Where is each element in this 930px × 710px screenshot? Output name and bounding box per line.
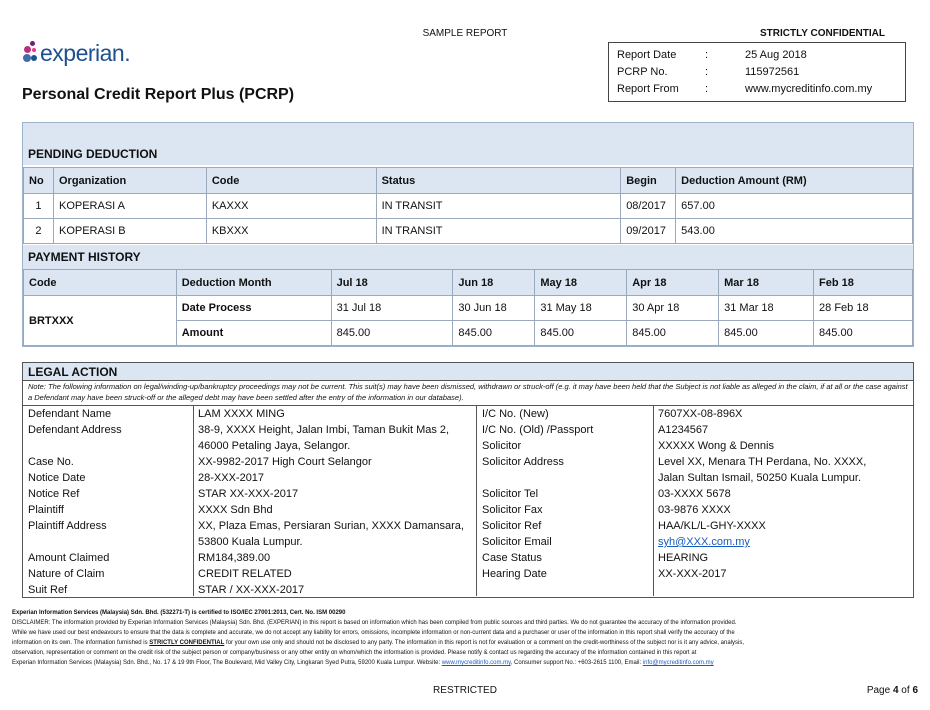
- table-row: [24, 296, 913, 321]
- field-label: Defendant Address: [28, 424, 122, 436]
- column-divider: [476, 406, 477, 596]
- column-header: May 18: [535, 270, 627, 296]
- page-number: Page 4 of 6: [866, 685, 918, 696]
- pending-deduction-table: [23, 167, 913, 244]
- column-header: Feb 18: [814, 270, 913, 296]
- field-value: XX, Plaza Emas, Persiaran Surian, XXXX Damansara,: [198, 520, 464, 532]
- field-label: Notice Ref: [28, 488, 80, 500]
- field-value: 7607XX-08-896X: [658, 408, 743, 420]
- table-cell: KOPERASI A: [53, 194, 206, 219]
- table-cell: 31 Mar 18: [719, 296, 814, 321]
- table-cell: 845.00: [535, 321, 627, 346]
- right-labels-column: [482, 406, 652, 598]
- table-cell: 09/2017: [621, 219, 676, 244]
- column-header: Begin: [621, 168, 676, 194]
- table-cell: IN TRANSIT: [376, 194, 621, 219]
- column-divider: [653, 406, 654, 596]
- legal-action-details: [23, 406, 913, 596]
- left-values-column: [198, 406, 478, 598]
- disclaimer-line: observation, representation or comment on the credit risk of the subject person or company/business or any other entity on whom/which the information is provided. Please notify & contact us regarding the accuracy of the information contained in this report at: [12, 650, 697, 656]
- field-label: I/C No. (New): [482, 408, 549, 420]
- field-label: Suit Ref: [28, 584, 68, 596]
- table-cell: KBXXX: [206, 219, 376, 244]
- meta-colon: :: [705, 83, 709, 95]
- disclaimer-line: DISCLAIMER: The information provided by Experian Information Services (Malaysia) Sdn. Bhd. (EXPERIAN) in this report is based on information which has been compiled from public sources and third parties. We do not guarantee the accuracy of the information provided.: [12, 620, 737, 626]
- report-meta-box: [608, 42, 906, 102]
- field-label: Solicitor Ref: [482, 520, 542, 532]
- payment-code-cell: BRTXXX: [24, 296, 177, 346]
- website-link[interactable]: www.mycreditinfo.com.my: [441, 660, 511, 666]
- email-link[interactable]: info@mycreditinfo.com.my: [642, 660, 714, 666]
- field-value: 28-XXX-2017: [198, 472, 265, 484]
- field-value: Jalan Sultan Ismail, 50250 Kuala Lumpur.: [658, 472, 862, 484]
- field-label: Solicitor Fax: [482, 504, 543, 516]
- field-label: Notice Date: [28, 472, 86, 484]
- legal-action-note: Note: The following information on legal/winding-up/bankruptcy proceedings may not be current. This suit(s) may have been dismissed, withdrawn or struck-off (e.g. it may have been held that the Subject is not liable as alleged in the claim, if at all or the case against a Defendant may have been struck-off or the alleged debt may have been settled after the entry of the information in our database).: [23, 381, 913, 406]
- field-label: Solicitor: [482, 440, 522, 452]
- table-cell: KOPERASI B: [53, 219, 206, 244]
- column-header: Deduction Amount (RM): [676, 168, 913, 194]
- field-label: I/C No. (Old) /Passport: [482, 424, 594, 436]
- meta-row: [609, 81, 905, 98]
- meta-value: www.mycreditinfo.com.my: [745, 83, 873, 95]
- pending-deduction-heading: PENDING DEDUCTION: [23, 143, 913, 165]
- meta-value: 25 Aug 2018: [745, 49, 807, 61]
- disclaimer-line: While we have used our best endeavours to ensure that the data is complete and accurate, we do not accept any liability for errors, omissions, incomplete information or non-current data and a purchaser or user of the information in this report shall verify the accuracy of the: [12, 630, 735, 636]
- field-value: LAM XXXX MING: [198, 408, 285, 420]
- field-value: HAA/KL/L-GHY-XXXX: [658, 520, 766, 532]
- field-label: Plaintiff: [28, 504, 64, 516]
- field-value: XX-XXX-2017: [658, 568, 727, 580]
- table-header-row: [24, 168, 913, 194]
- field-label: Solicitor Email: [482, 536, 552, 548]
- field-value: CREDIT RELATED: [198, 568, 292, 580]
- strictly-confidential-text: STRICTLY CONFIDENTIAL: [149, 640, 225, 646]
- field-value: 03-9876 XXXX: [658, 504, 731, 516]
- field-label: [28, 438, 193, 454]
- field-label: [482, 470, 652, 486]
- experian-logo-text: experian.: [40, 39, 131, 66]
- meta-colon: :: [705, 66, 709, 78]
- field-label: Defendant Name: [28, 408, 112, 420]
- table-row: [24, 194, 913, 219]
- table-row: [24, 219, 913, 244]
- field-label: Nature of Claim: [28, 568, 105, 580]
- table-cell: 28 Feb 18: [814, 296, 913, 321]
- disclaimer-line: Experian Information Services (Malaysia) Sdn. Bhd., No. 17 & 19 9th Floor, The Boulevard, Mid Valley City, Lingkaran Syed Putra, 59200 Kuala Lumpur. Website: www.mycreditinfo.com.my, Consumer support No.: +603-2615 1100, Email: info@mycreditinfo.com.my: [12, 660, 714, 666]
- field-label: [28, 534, 193, 550]
- column-header: Jul 18: [331, 270, 453, 296]
- column-header: No: [24, 168, 54, 194]
- field-label: Case Status: [482, 552, 542, 564]
- table-cell: 31 Jul 18: [331, 296, 453, 321]
- disclaimer-line: information on its own. The information furnished is STRICTLY CONFIDENTIAL for your own use only and should not be disclosed to any party. The information in this report is not for evaluation or a comment on the credit-worthiness of the subject nor is it any advice, analysis,: [12, 640, 745, 646]
- table-cell: 845.00: [331, 321, 453, 346]
- meta-colon: :: [705, 49, 709, 61]
- column-header: Code: [24, 270, 177, 296]
- table-cell: 2: [24, 219, 54, 244]
- table-cell: 08/2017: [621, 194, 676, 219]
- column-header: Deduction Month: [176, 270, 331, 296]
- solicitor-email-link[interactable]: syh@XXX.com.my: [658, 536, 750, 548]
- left-labels-column: [28, 406, 193, 598]
- column-divider: [193, 406, 194, 596]
- meta-key: Report Date: [617, 49, 677, 61]
- field-value: 38-9, XXXX Height, Jalan Imbi, Taman Bukit Mas 2,: [198, 424, 450, 436]
- report-title: Personal Credit Report Plus (PCRP): [22, 86, 295, 103]
- field-value: 03-XXXX 5678: [658, 488, 731, 500]
- table-cell: 30 Jun 18: [453, 296, 535, 321]
- meta-row: [609, 47, 905, 64]
- footer-disclaimer: [12, 608, 918, 668]
- table-cell: 845.00: [719, 321, 814, 346]
- table-cell: 657.00: [676, 194, 913, 219]
- right-values-column: [658, 406, 908, 598]
- meta-value: 115972561: [745, 66, 800, 78]
- meta-row: [609, 64, 905, 81]
- meta-key: PCRP No.: [617, 66, 668, 78]
- field-value: 46000 Petaling Jaya, Selangor.: [198, 440, 351, 452]
- panel-top-band: [23, 123, 913, 143]
- column-header: Code: [206, 168, 376, 194]
- field-label: Solicitor Address: [482, 456, 564, 468]
- column-header: Apr 18: [627, 270, 719, 296]
- row-label: Date Process: [176, 296, 331, 321]
- field-label: Plaintiff Address: [28, 520, 107, 532]
- company-certification: Experian Information Services (Malaysia) Sdn. Bhd. (532271-T) is certified to ISO/IEC 27001:2013, Cert. No. ISM 00290: [12, 610, 346, 616]
- restricted-label: RESTRICTED: [433, 685, 497, 696]
- table-cell: 845.00: [627, 321, 719, 346]
- table-cell: 31 May 18: [535, 296, 627, 321]
- field-value: STAR XX-XXX-2017: [198, 488, 299, 500]
- experian-dots-icon: [22, 41, 38, 65]
- field-value: STAR / XX-XXX-2017: [198, 584, 305, 596]
- table-cell: 1: [24, 194, 54, 219]
- confidential-label: STRICTLY CONFIDENTIAL: [759, 28, 885, 39]
- field-value: [658, 582, 908, 598]
- column-header: Jun 18: [453, 270, 535, 296]
- payment-history-heading: PAYMENT HISTORY: [23, 245, 913, 269]
- deduction-panel: [22, 122, 914, 347]
- field-label: [482, 582, 652, 598]
- experian-logo: [22, 38, 130, 68]
- field-value: XXXX Sdn Bhd: [198, 504, 273, 516]
- field-value: Level XX, Menara TH Perdana, No. XXXX,: [658, 456, 867, 468]
- meta-key: Report From: [617, 83, 679, 95]
- column-header: Status: [376, 168, 621, 194]
- field-label: Case No.: [28, 456, 74, 468]
- field-value: 53800 Kuala Lumpur.: [198, 536, 303, 548]
- column-header: Mar 18: [719, 270, 814, 296]
- legal-action-heading: LEGAL ACTION: [23, 363, 913, 381]
- field-value: HEARING: [658, 552, 709, 564]
- legal-action-panel: [22, 362, 914, 598]
- table-header-row: [24, 270, 913, 296]
- table-cell: KAXXX: [206, 194, 376, 219]
- row-label: Amount: [176, 321, 331, 346]
- table-cell: IN TRANSIT: [376, 219, 621, 244]
- table-cell: 30 Apr 18: [627, 296, 719, 321]
- field-label: Amount Claimed: [28, 552, 110, 564]
- column-header: Organization: [53, 168, 206, 194]
- table-cell: 845.00: [453, 321, 535, 346]
- table-cell: 845.00: [814, 321, 913, 346]
- table-cell: 543.00: [676, 219, 913, 244]
- field-label: Hearing Date: [482, 568, 547, 580]
- sample-report-label: SAMPLE REPORT: [422, 28, 508, 39]
- field-value: A1234567: [658, 424, 709, 436]
- field-value: RM184,389.00: [198, 552, 271, 564]
- field-label: Solicitor Tel: [482, 488, 539, 500]
- field-value: XX-9982-2017 High Court Selangor: [198, 456, 372, 468]
- payment-history-table: [23, 269, 913, 346]
- field-value: XXXXX Wong & Dennis: [658, 440, 774, 452]
